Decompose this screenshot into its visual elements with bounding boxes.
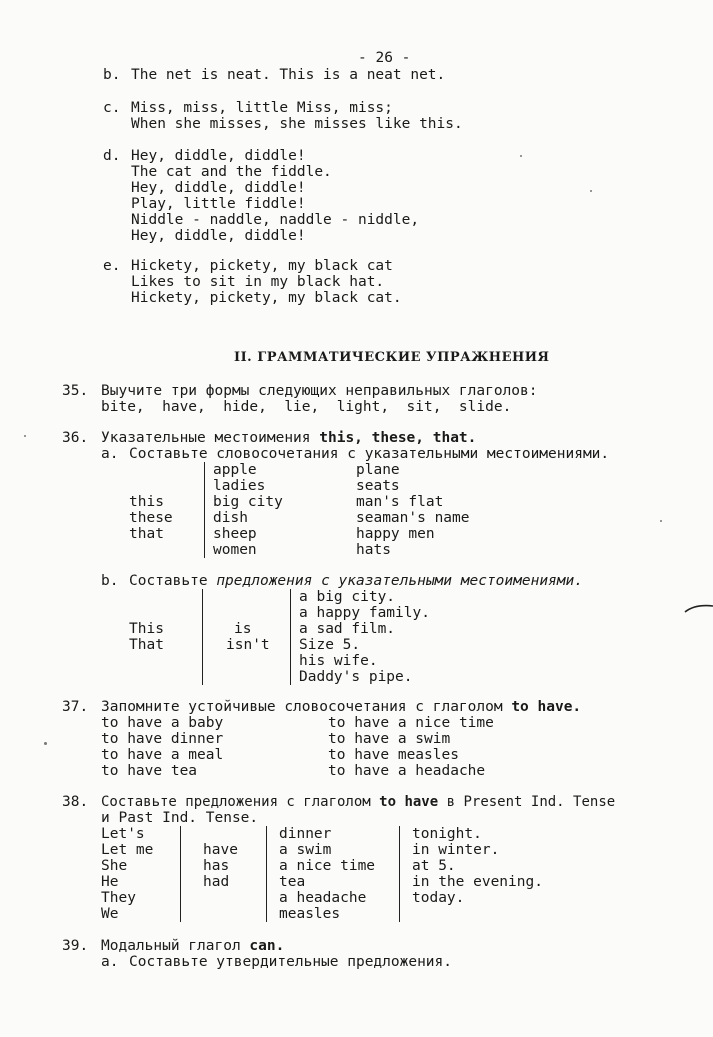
time-phrase: in winter. (412, 842, 500, 858)
title-text: Указательные местоимения (101, 430, 320, 446)
instruction-bold: to have (379, 794, 439, 810)
poem-line: When she misses, she misses like this. (131, 116, 463, 132)
predicate: Daddy's pipe. (299, 669, 413, 685)
poem-line: Hey, diddle, diddle! (131, 148, 306, 164)
noun: big city (213, 494, 283, 510)
verb: has (203, 858, 230, 874)
noun: women (213, 542, 257, 558)
predicate: a sad film. (299, 621, 396, 637)
instruction-bold: to have. (511, 699, 582, 715)
subject: We (101, 906, 119, 922)
phrase: to have dinner (101, 731, 224, 747)
exercise-instruction: Выучите три формы следующих неправильных глаголов: (101, 383, 538, 399)
section-title: II. ГРАММАТИЧЕСКИЕ УПРАЖНЕНИЯ (234, 350, 550, 365)
object: a headache (279, 890, 367, 906)
predicate: a big city. (299, 589, 396, 605)
subject: Let's (101, 826, 145, 842)
poem-line: The net is neat. This is a neat net. (131, 67, 446, 83)
instruction-text: Составьте (129, 573, 217, 589)
noun: hats (356, 542, 391, 558)
item-letter: b. (103, 67, 121, 83)
verb: isn't (226, 637, 270, 653)
title-bold: can. (249, 938, 285, 954)
subject: Let me (101, 842, 154, 858)
title-bold-words: this, these, that. (319, 430, 477, 446)
verb: had (203, 874, 230, 890)
exercise-number: 39. (62, 938, 89, 954)
object: a swim (279, 842, 332, 858)
column-divider (202, 589, 203, 685)
exercise-number: 36. (62, 430, 89, 446)
exercise-number: 37. (62, 699, 89, 715)
poem-line: Likes to sit in my black hat. (131, 274, 385, 290)
object: a nice time (279, 858, 376, 874)
page-number: - 26 - (358, 50, 411, 66)
phrase: to have a headache (328, 763, 486, 779)
scan-speck (660, 520, 662, 522)
instruction-text-end: в Present Ind. Tense (438, 794, 616, 810)
instruction-text: Запомните устойчивые словосочетания с глаголом (101, 699, 512, 715)
exercise-number: 35. (62, 383, 89, 399)
column-divider (290, 589, 291, 685)
instruction-italic: предложения с указательными местоимениями. (216, 573, 583, 589)
poem-line: Hickety, pickety, my black cat (131, 258, 393, 274)
sub-letter: b. (101, 573, 119, 589)
sub-letter: a. (101, 446, 119, 462)
item-letter: c. (103, 100, 121, 116)
item-letter: e. (103, 258, 121, 274)
noun: apple (213, 462, 257, 478)
noun: sheep (213, 526, 257, 542)
poem-line: Hey, diddle, diddle! (131, 180, 306, 196)
sub-instruction: Составьте утвердительные предложения. (129, 954, 453, 970)
time-phrase: tonight. (412, 826, 482, 842)
exercise-instruction-line2: и Past Ind. Tense. (101, 810, 259, 826)
poem-line: Hey, diddle, diddle! (131, 228, 306, 244)
pronoun: these (129, 510, 173, 526)
column-divider (180, 826, 181, 922)
subject: They (101, 890, 136, 906)
phrase: to have a nice time (328, 715, 494, 731)
subject: He (101, 874, 119, 890)
phrase: to have a meal (101, 747, 224, 763)
noun: seaman's name (356, 510, 470, 526)
item-letter: d. (103, 148, 121, 164)
time-phrase: today. (412, 890, 465, 906)
column-divider (399, 826, 400, 922)
title-text: Модальный глагол (101, 938, 250, 954)
pronoun: that (129, 526, 164, 542)
exercise-instruction (101, 794, 615, 810)
object: dinner (279, 826, 332, 842)
scan-speck (44, 742, 47, 745)
noun: ladies (213, 478, 266, 494)
exercise-title (101, 430, 476, 446)
verb: is (234, 621, 252, 637)
predicate: his wife. (299, 653, 378, 669)
phrase: to have a baby (101, 715, 224, 731)
scan-speck (24, 435, 26, 437)
column-divider (204, 462, 205, 558)
scan-mark (683, 600, 713, 620)
noun: happy men (356, 526, 435, 542)
subject: That (129, 637, 164, 653)
predicate: a happy family. (299, 605, 430, 621)
subject: This (129, 621, 164, 637)
poem-line: Hickety, pickety, my black cat. (131, 290, 402, 306)
subject: She (101, 858, 128, 874)
noun: plane (356, 462, 400, 478)
sub-instruction: Составьте словосочетания с указательными местоимениями. (129, 446, 610, 462)
scan-speck (520, 155, 522, 157)
column-divider (266, 826, 267, 922)
verb: have (203, 842, 238, 858)
noun: dish (213, 510, 248, 526)
noun: man's flat (356, 494, 444, 510)
exercise-number: 38. (62, 794, 89, 810)
instruction-text: Составьте предложения с глаголом (101, 794, 380, 810)
phrase: to have measles (328, 747, 459, 763)
predicate: Size 5. (299, 637, 361, 653)
sub-letter: a. (101, 954, 119, 970)
poem-line: The cat and the fiddle. (131, 164, 332, 180)
noun: seats (356, 478, 400, 494)
time-phrase: at 5. (412, 858, 456, 874)
time-phrase: in the evening. (412, 874, 543, 890)
object: measles (279, 906, 341, 922)
sub-instruction (129, 573, 583, 589)
phrase: to have tea (101, 763, 198, 779)
scan-speck (590, 190, 592, 192)
poem-line: Play, little fiddle! (131, 196, 306, 212)
poem-line: Niddle - naddle, naddle - niddle, (131, 212, 420, 228)
phrase: to have a swim (328, 731, 451, 747)
exercise-instruction (101, 699, 581, 715)
exercise-title (101, 938, 284, 954)
verb-list: bite, have, hide, lie, light, sit, slide. (101, 399, 512, 415)
poem-line: Miss, miss, little Miss, miss; (131, 100, 393, 116)
pronoun: this (129, 494, 164, 510)
object: tea (279, 874, 306, 890)
